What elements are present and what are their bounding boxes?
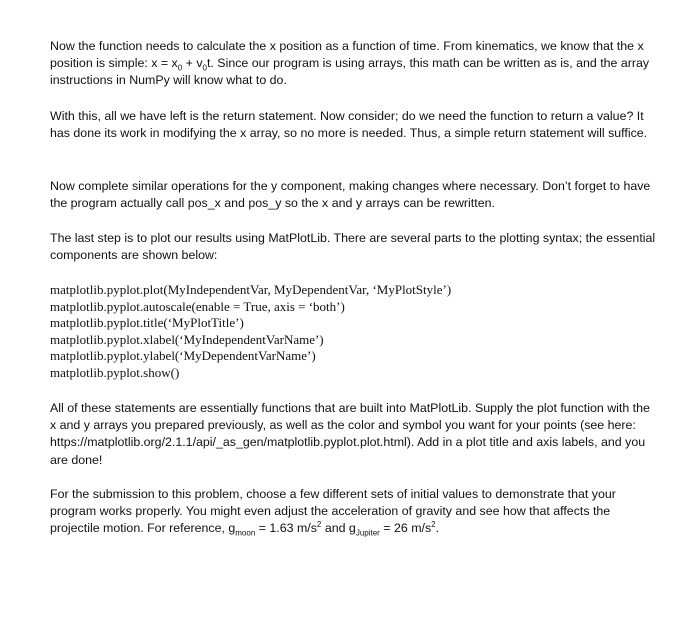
code-line: matplotlib.pyplot.autoscale(enable = True, axis = ‘both’)	[50, 298, 345, 314]
code-line: matplotlib.pyplot.plot(MyIndependentVar, MyDependentVar, ‘MyPlotStyle’)	[50, 282, 452, 297]
paragraph-y-component: Now complete similar operations for the y component, making changes where necessary. Don’t forget to have the program actually call pos_x and pos_y so the x and y arrays can be rewritten.	[50, 179, 651, 211]
p1-text-b: + v	[182, 56, 203, 71]
paragraph-matplotlib-functions: All of these statements are essentially functions that are built into MatPlotLib. Supply the plot function with the x and y arrays you prepared previously, as well as the color and symbol you want for your points (see here: https://matplotlib.org/2.1.1/api/_as_gen/matplotlib.pyplot.plot.html). Add in a plot title and axis labels, and you are done!	[50, 401, 650, 467]
paragraph-kinematics	[50, 38, 658, 90]
p6-text-e: .	[435, 521, 440, 536]
moon-subscript: moon	[235, 528, 256, 538]
code-line: matplotlib.pyplot.title(‘MyPlotTitle’)	[50, 315, 244, 331]
squared-superscript: 2	[431, 520, 436, 530]
p6-text-d: = 26 m/s	[379, 521, 432, 536]
code-line: matplotlib.pyplot.show()	[50, 364, 180, 380]
code-line: matplotlib.pyplot.ylabel(‘MyDependentVarName’)	[50, 348, 316, 364]
p1-text-c: t. Since our program is using arrays, this math can be written as is, and the array instructions in NumPy will know what to do.	[50, 56, 650, 88]
p6-text-b: = 1.63 m/s	[255, 521, 317, 536]
x0-subscript: 0	[177, 63, 183, 73]
p6-text-c: and g	[321, 521, 356, 536]
p1-text-a: Now the function needs to calculate the x position as a function of time. From kinematics, we know that the x position is simple: x = x	[50, 39, 644, 71]
paragraph-return: With this, all we have left is the return statement. Now consider; do we need the function to return a value? It has done its work in modifying the x array, so no more is needed. Thus, a simple return statement will suffice.	[50, 109, 648, 141]
code-line: matplotlib.pyplot.xlabel(‘MyIndependentVarName’)	[50, 331, 324, 347]
paragraph-submission	[50, 486, 658, 538]
jupiter-subscript: Jupiter	[355, 528, 380, 538]
squared-superscript: 2	[316, 520, 322, 530]
code-block	[50, 282, 658, 382]
p6-text-a: For the submission to this problem, choose a few different sets of initial values to demonstrate that your program works properly. You might even adjust the acceleration of gravity and see how that affects the projectile motion. For reference, g	[50, 487, 616, 536]
v0-subscript: 0	[202, 63, 207, 73]
paragraph-plot-intro: The last step is to plot our results using MatPlotLib. There are several parts to the plotting syntax; the essential components are shown below:	[50, 231, 656, 263]
